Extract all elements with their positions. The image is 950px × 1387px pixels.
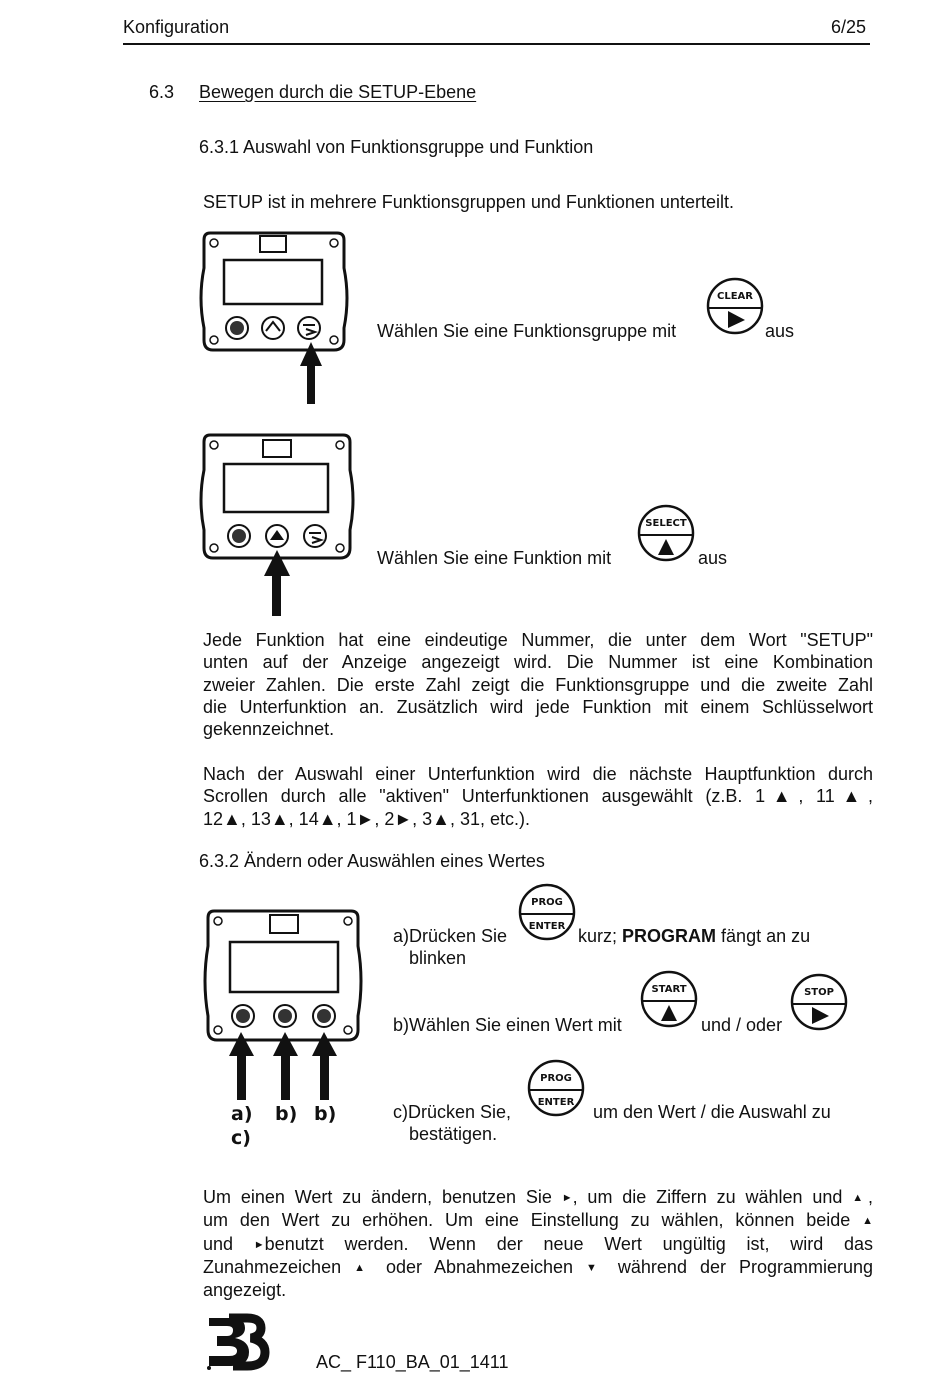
step-b-text: b)Wählen Sie einen Wert mit (393, 1015, 622, 1035)
prog-enter-key-icon (527, 1061, 587, 1121)
header-rule (123, 43, 870, 45)
svg-text:ENTER: ENTER (537, 1097, 575, 1108)
select-key-label: SELECT (645, 518, 687, 529)
arrow-label-b1: b) (275, 1103, 298, 1125)
svg-text:ENTER: ENTER (528, 921, 566, 932)
step2-text: Wählen Sie eine Funktion mit (377, 548, 612, 568)
step1-after: aus (765, 321, 795, 341)
step-a-text: a)Drücken Sie (393, 926, 508, 946)
paragraph-change-value: Um einen Wert zu ändern, benutzen Sie ►, um die Ziffern zu wählen und ▲, um den Wert zu erhöhen. Um eine Einstellung zu wählen, können beide ▲ und ►benutzt werden. Wenn der neue Wert ungültig ist, wird das Zunahmezeichen ▲ oder Abnahmezeichen ▼ während der Programmierung angezeigt. (203, 1187, 873, 1301)
svg-text:STOP: STOP (804, 987, 834, 998)
step-c-after: um den Wert / die Auswahl zu (593, 1102, 831, 1122)
setup-intro: SETUP ist in mehrere Funktionsgruppen und Funktionen unterteilt. (203, 192, 734, 212)
start-key-icon (640, 971, 700, 1031)
section-title: Bewegen durch die SETUP-Ebene (199, 82, 477, 102)
paragraph-function-numbers: Jede Funktion hat eine eindeutige Nummer, die unter dem Wort "SETUP" unten auf der Anzeige angezeigt wird. Die Nummer ist eine Kombination zweier Zahlen. Die erste Zahl zeigt die Funktionsgruppe und die zweite Zahl die Unterfunktion an. Zusätzlich wird jede Funktion mit einem Schlüsselwort gekennzeichnet. (203, 630, 873, 740)
triangle-right-icon: ► (561, 1192, 573, 1204)
triangle-right-icon: ► (253, 1238, 265, 1251)
select-key-icon (637, 505, 697, 565)
step-a-rest: kurz; PROGRAM fängt an zu (578, 926, 811, 946)
stop-key-icon (790, 975, 850, 1035)
subsection-title-1: 6.3.1 Auswahl von Funktionsgruppe und Funktion (199, 137, 594, 157)
prog-enter-key-icon (518, 885, 578, 945)
arrow-up-icon (229, 1032, 254, 1100)
clear-key-icon (705, 278, 765, 338)
step2-after: aus (698, 548, 728, 568)
arrow-label-b2: b) (314, 1103, 337, 1125)
device-illustration-2 (200, 430, 360, 620)
step-b-mid: und / oder (701, 1015, 783, 1035)
triangle-down-icon: ▼ (586, 1261, 605, 1274)
step1-text: Wählen Sie eine Funktionsgruppe mit (377, 321, 677, 341)
step-c-line2: bestätigen. (409, 1124, 498, 1144)
step-a-line2: blinken (409, 948, 467, 968)
step-c-text: c)Drücken Sie, (393, 1102, 512, 1122)
arrow-up-icon (264, 550, 290, 616)
header-title: Konfiguration (123, 17, 230, 37)
device-illustration-1 (200, 228, 360, 408)
subsection-title-2: 6.3.2 Ändern oder Auswählen eines Wertes (199, 851, 545, 871)
arrow-label-a: a) (231, 1103, 253, 1125)
triangle-up-icon: ▲ (354, 1261, 373, 1274)
arrow-label-c: c) (231, 1127, 251, 1149)
svg-text:PROG: PROG (531, 897, 563, 908)
arrow-up-icon (273, 1032, 298, 1100)
svg-text:PROG: PROG (540, 1073, 572, 1084)
clear-key-label: CLEAR (717, 291, 753, 302)
svg-text:START: START (651, 984, 687, 995)
company-logo (205, 1314, 265, 1372)
section-number: 6.3 (149, 82, 175, 102)
triangle-up-icon: ▲ (862, 1215, 873, 1228)
arrow-up-icon (312, 1032, 337, 1100)
document-code: AC_ F110_BA_01_1411 (316, 1352, 509, 1372)
page-number: 6/25 (831, 17, 867, 37)
paragraph-scrolling: Nach der Auswahl einer Unterfunktion wird die nächste Hauptfunktion durch Scrollen durch alle "aktiven" Unterfunktionen ausgewählt (z.B. 1▲, 11▲, 12▲, 13▲, 14▲, 1►, 2►, 3▲, 31, etc.). (203, 764, 873, 829)
triangle-up-icon: ▲ (852, 1192, 868, 1204)
